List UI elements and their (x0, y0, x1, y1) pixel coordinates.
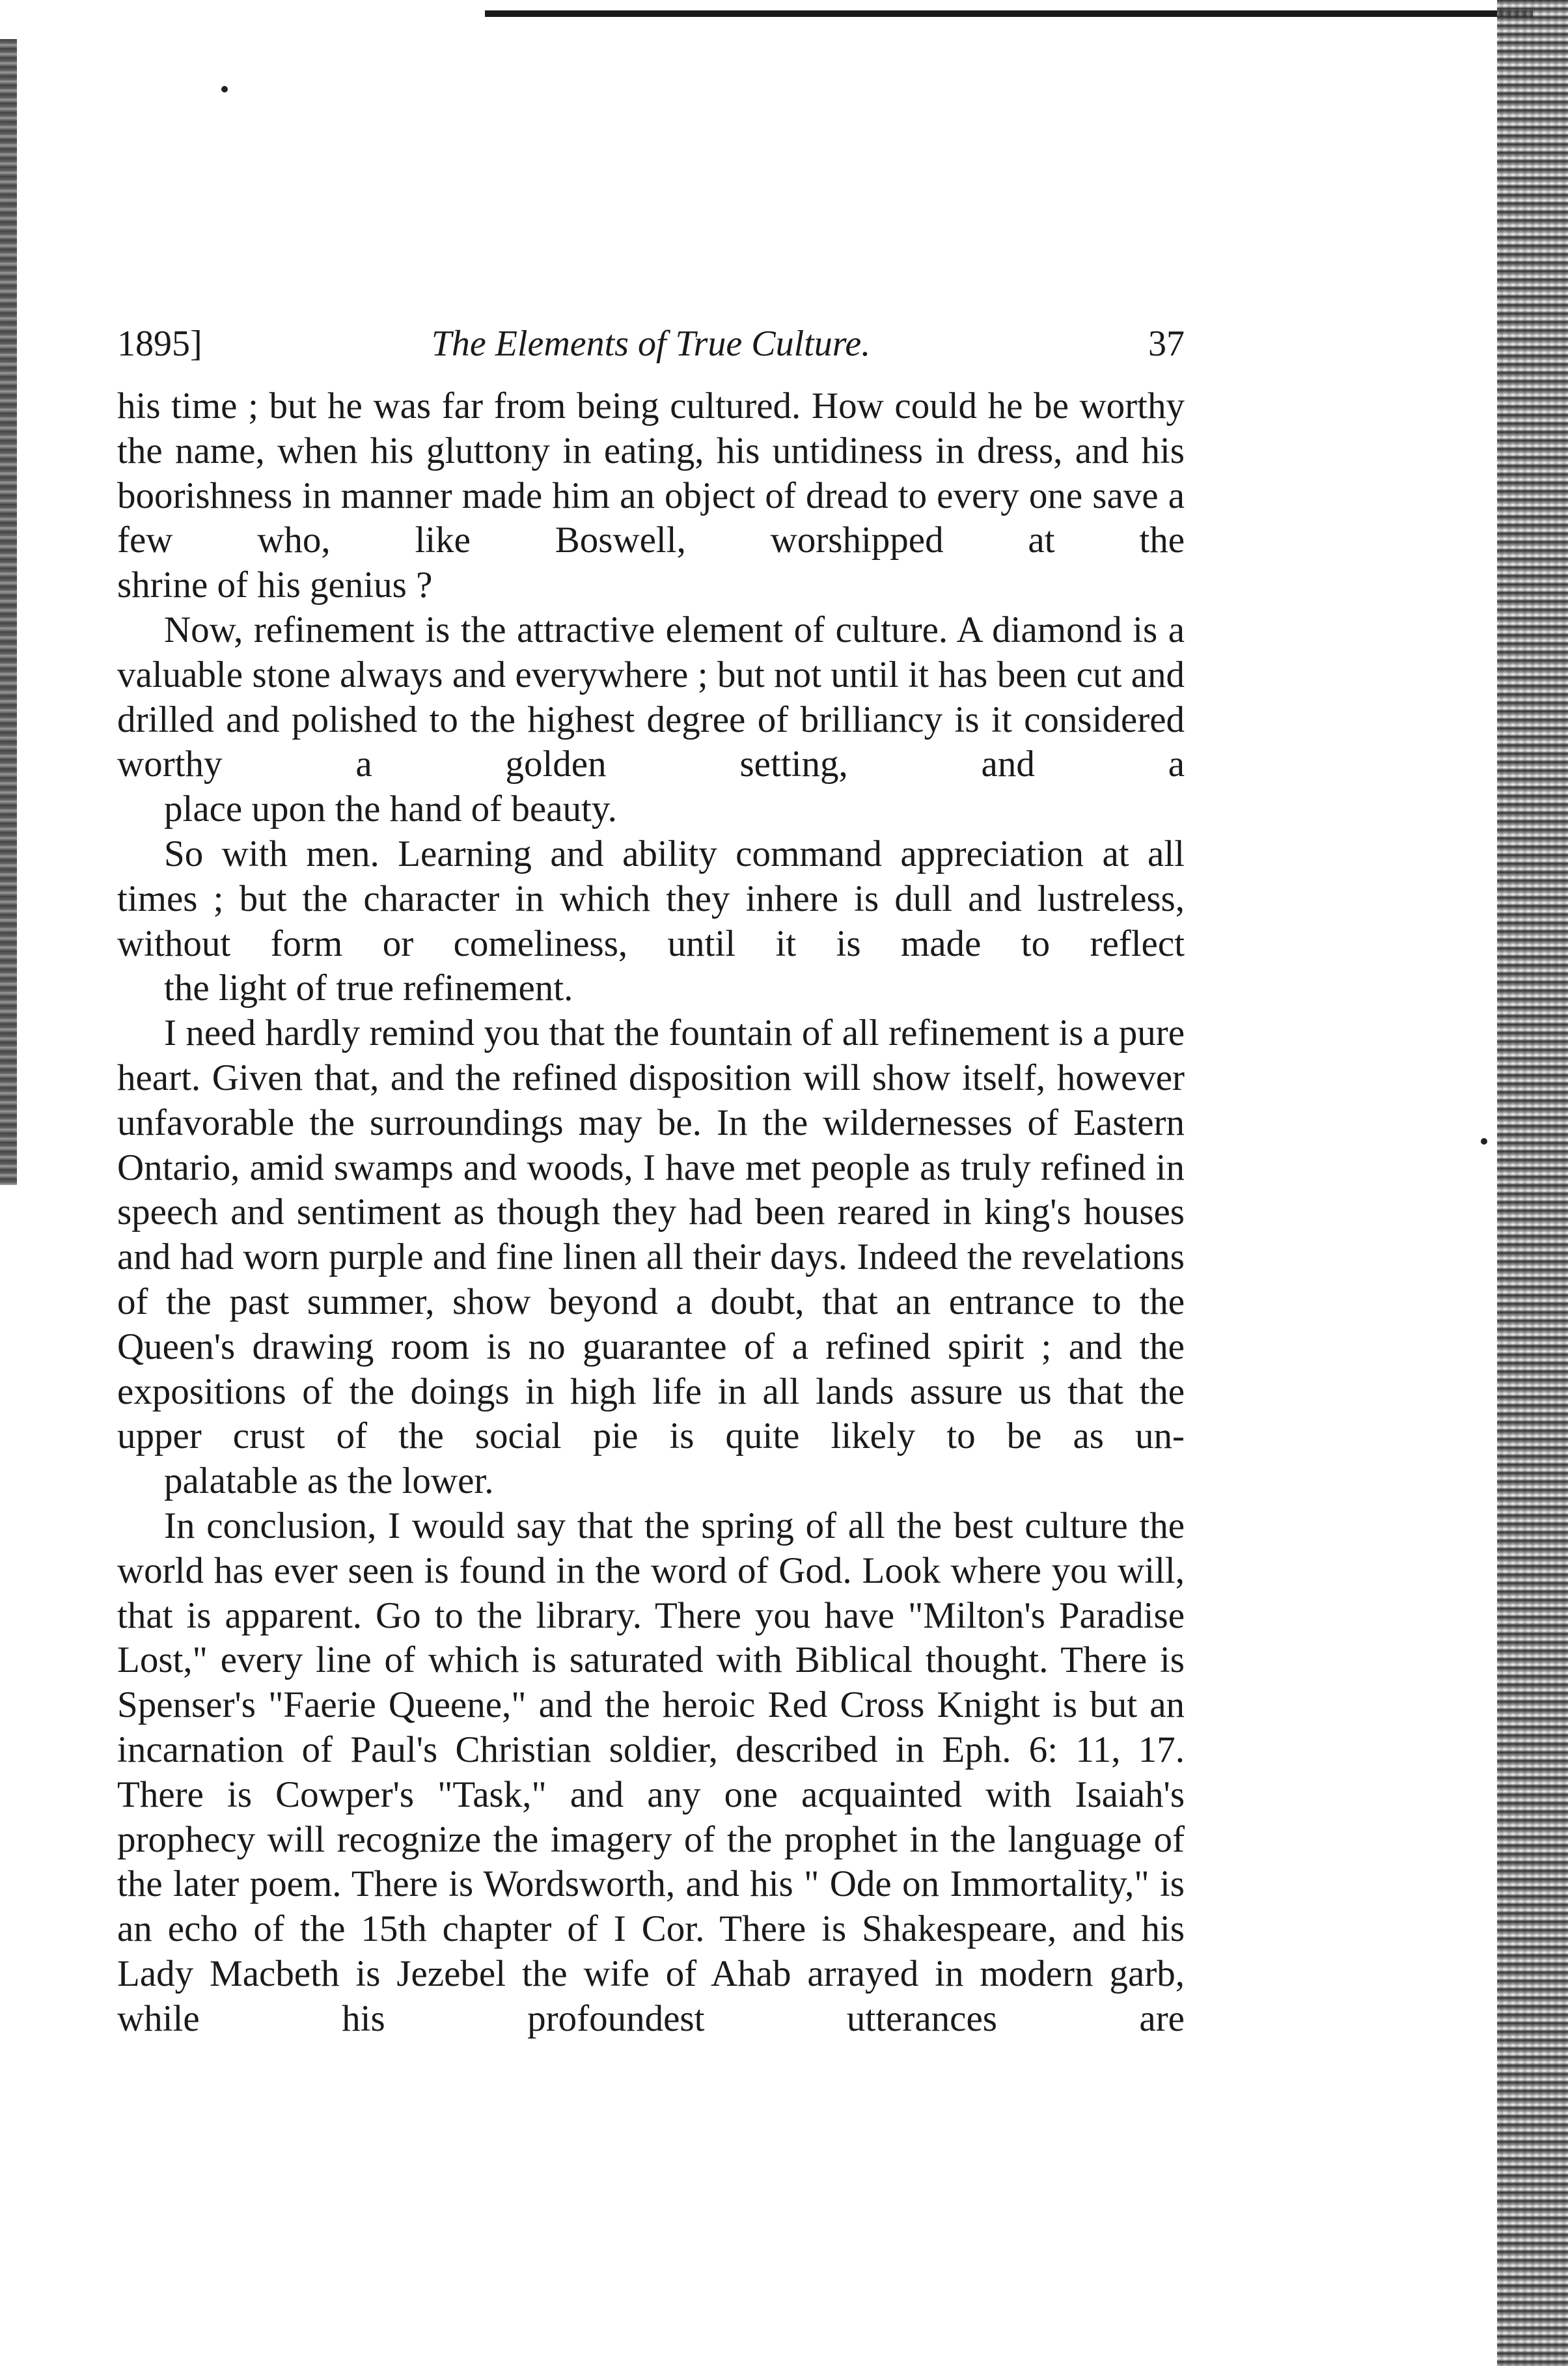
paragraph-1 (117, 384, 1185, 608)
paragraph-1-last-line: shrine of his genius ? (117, 564, 433, 606)
top-rule (485, 10, 1533, 17)
paragraph-3 (117, 832, 1185, 1011)
page-number: 37 (1148, 324, 1185, 364)
header-year: 1895] (117, 324, 202, 364)
paragraph-4-text: I need hardly remind you that the fountain of all refinement is a pure heart. Given that, and the refined disposition will show itself, however unfavorable the surroundings may be. In the wildernesses of Eastern Ontario, amid swamps and woods, I have met people as truly refined in speech and sentiment as though they had been reared in king's houses and had worn purple and fine linen all their days. Indeed the revelations of the past summer, show beyond a doubt, that an entrance to the Queen's drawing room is no guarantee of a refined spirit ; and the expositions of the doings in high life in all lands assure us that the upper crust of the social pie is quite likely to be as un- (117, 1012, 1185, 1457)
paragraph-2 (117, 608, 1185, 832)
paragraph-1-text: his time ; but he was far from being cultured. How could he be worthy the name, when his gluttony in eating, his untidiness in dress, and his boorishness in manner made him an object of dread to every one save a few who, like Boswell, worshipped at the (117, 385, 1185, 561)
paragraph-5-text: In conclusion, I would say that the spring of all the best culture the world has ever seen is found in the word of God. Look where you will, that is apparent. Go to the library. There you have "Milton's Paradise Lost," every line of which is saturated with Biblical thought. There is Spenser's "Faerie Queene," and the heroic Red Cross Knight is but an incarnation of Paul's Christian soldier, described in Eph. 6: 11, 17. There is Cowper's "Task," and any one acquainted with Isaiah's prophecy will recognize the imagery of the prophet in the language of the later poem. There is Wordsworth, and his " Ode on Immortality," is an echo of the 15th chapter of I Cor. There is Shakespeare, and his Lady Macbeth is Jezebel the wife of Ahab arrayed in modern garb, while his profoundest utterances are (117, 1505, 1185, 2039)
scan-speck (221, 86, 228, 92)
body-text (117, 384, 1185, 2041)
paragraph-4 (117, 1011, 1185, 1504)
right-scan-edge (1497, 0, 1568, 2366)
header-title: The Elements of True Culture. (431, 324, 871, 364)
paragraph-5 (117, 1504, 1185, 2042)
paragraph-2-text: Now, refinement is the attractive element of culture. A diamond is a valuable stone always and everywhere ; but not until it has been cut and drilled and polished to the highest degree of brilliancy is it considered worthy a golden setting, and a (117, 609, 1185, 785)
paragraph-4-last-line: palatable as the lower. (164, 1460, 494, 1502)
running-head (117, 318, 1185, 370)
paragraph-3-text: So with men. Learning and ability command appreciation at all times ; but the character in which they inhere is dull and lustreless, without form or comeliness, until it is made to reflect (117, 833, 1185, 964)
left-scan-edge (0, 39, 17, 1185)
paragraph-3-last-line: the light of true refinement. (164, 967, 573, 1009)
scan-speck (1481, 1138, 1487, 1145)
paragraph-2-last-line: place upon the hand of beauty. (164, 788, 617, 830)
